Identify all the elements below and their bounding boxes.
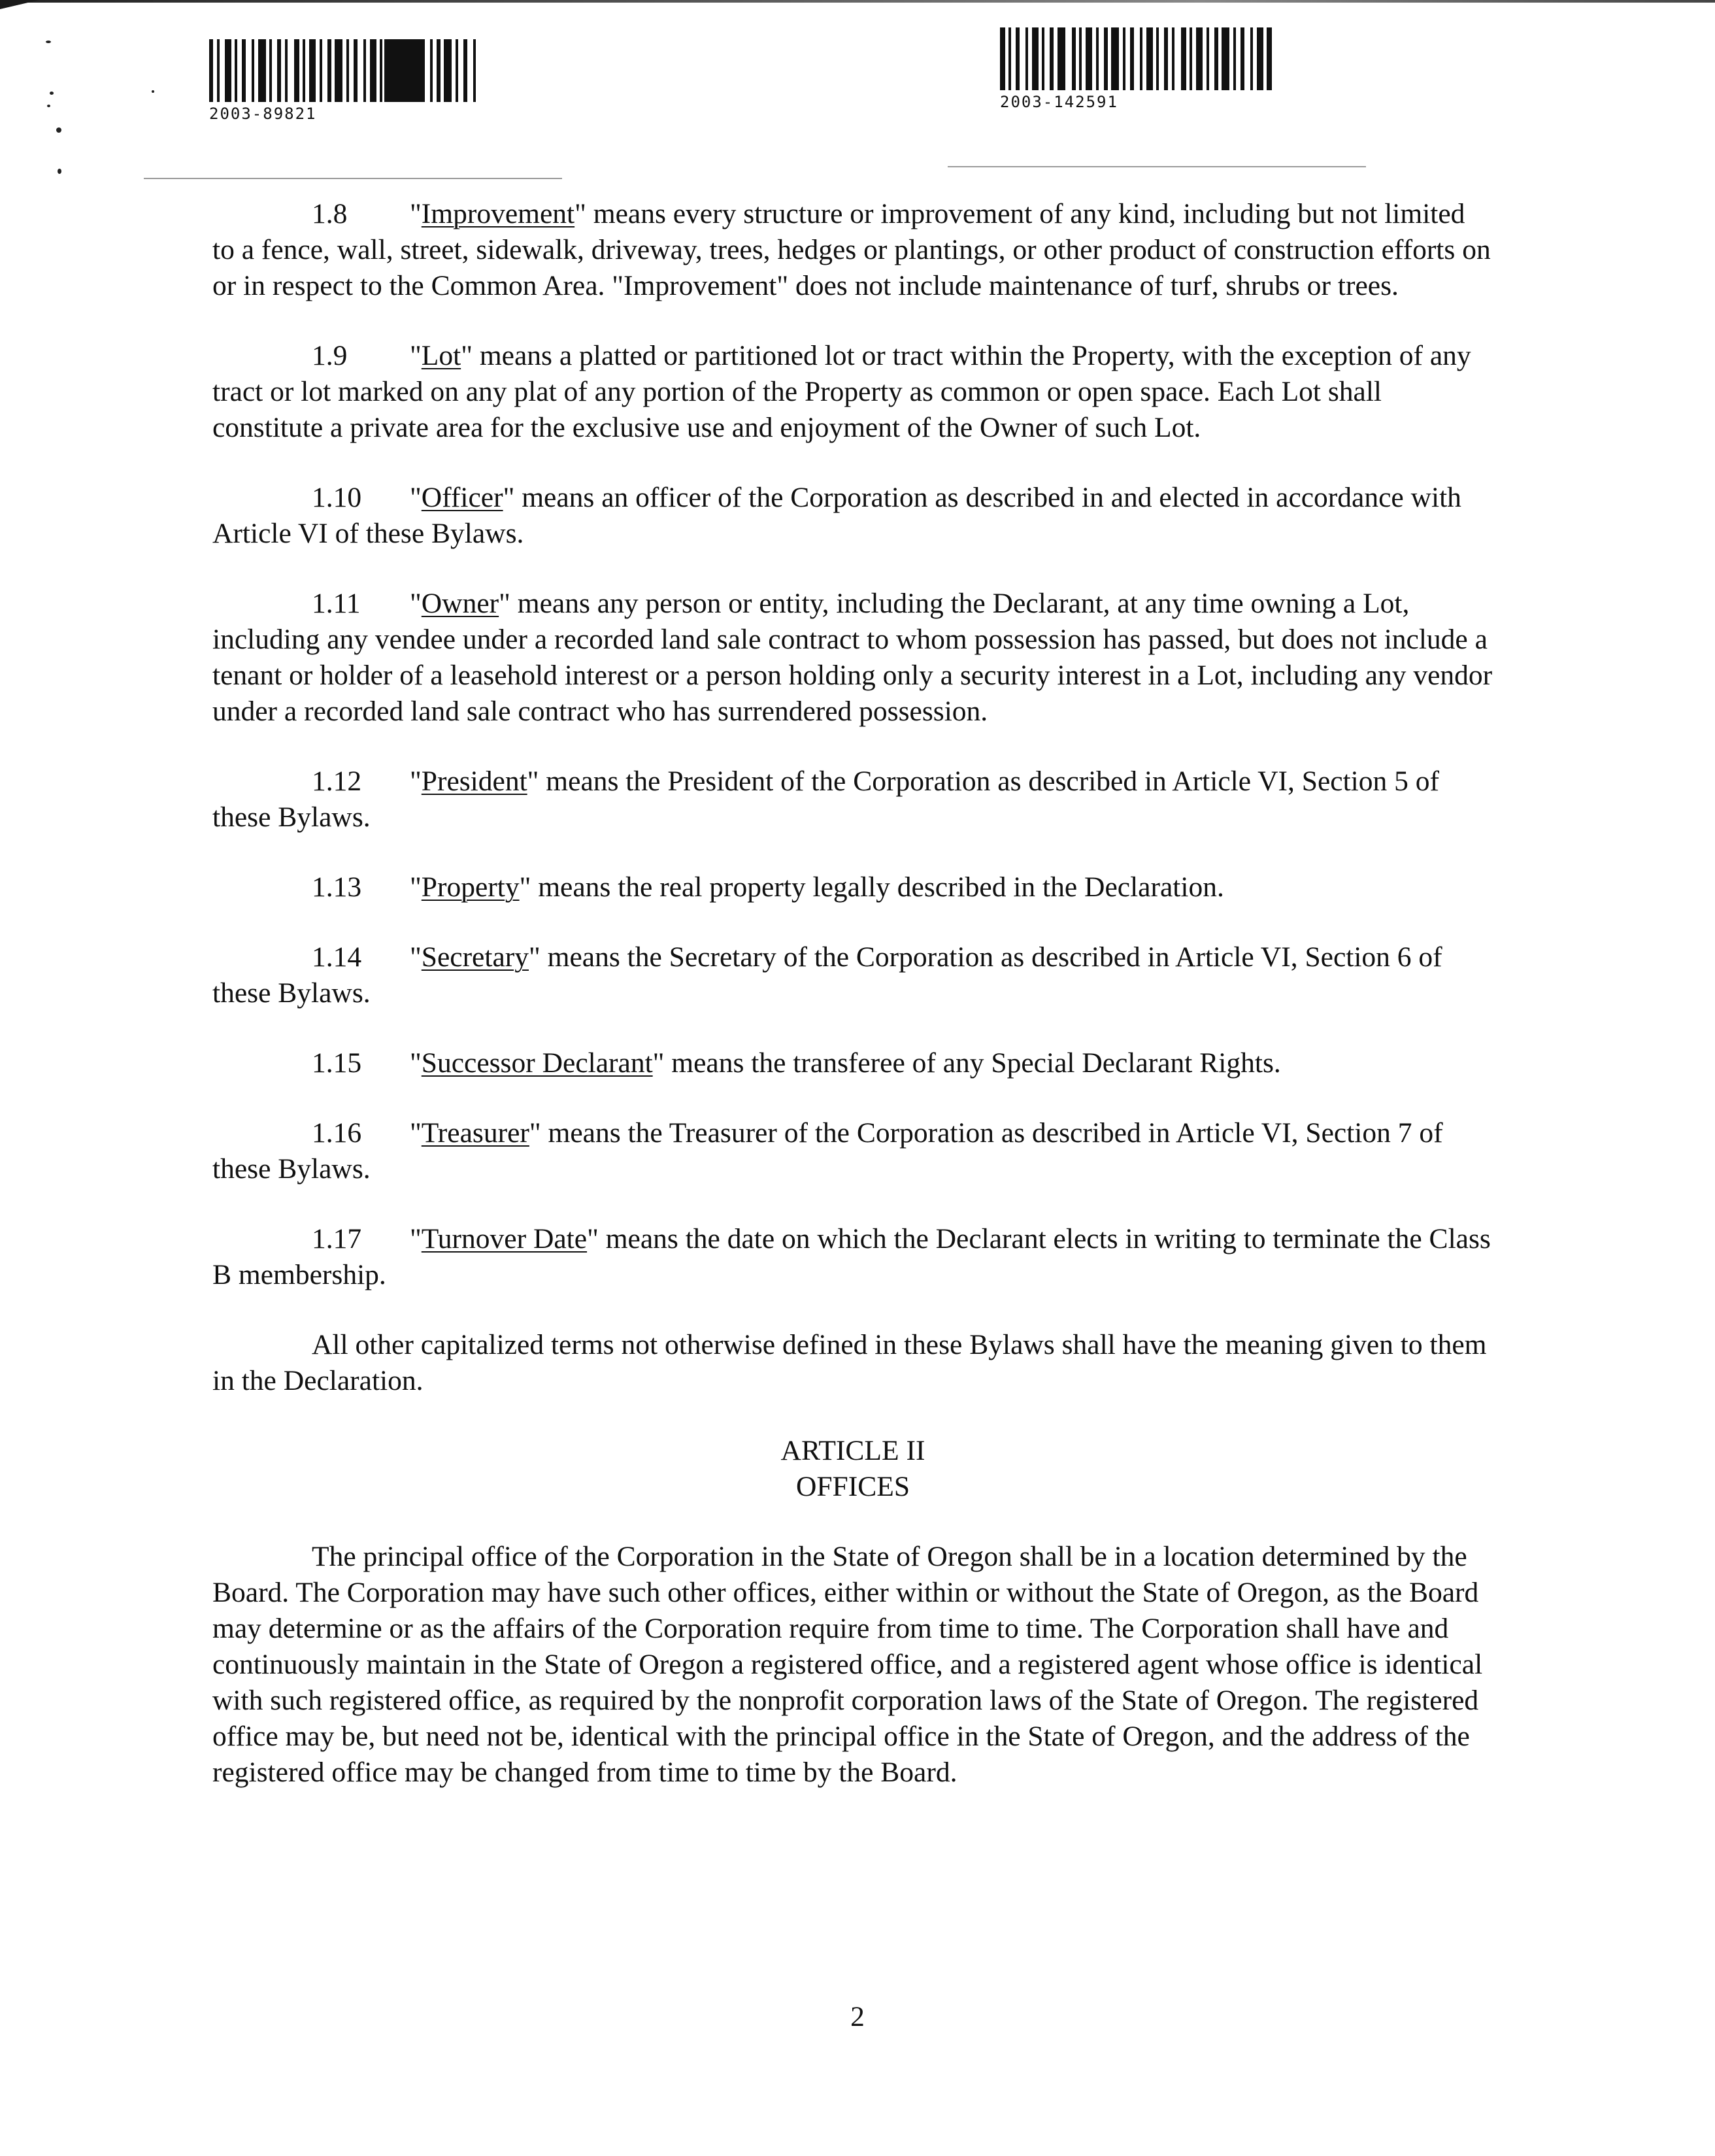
- definition-paragraph: [212, 939, 1493, 1011]
- definition-open-quote: ": [410, 1117, 422, 1149]
- scan-speck: [46, 41, 51, 43]
- scan-artifact-top-edge: [0, 0, 1715, 3]
- page-number: 2: [850, 2001, 865, 2032]
- definition-open-quote: ": [410, 1047, 422, 1079]
- definition-number: 1.15: [312, 1047, 362, 1079]
- barcode-right-underline: [948, 166, 1366, 167]
- barcode-right-number: 2003-142591: [1000, 93, 1118, 111]
- definition-open-quote: ": [410, 941, 422, 973]
- definition-term: Successor Declarant: [421, 1047, 653, 1079]
- article-heading: [212, 1433, 1493, 1505]
- article-title: OFFICES: [795, 1471, 910, 1502]
- definition-text: " means the Secretary of the Corporation as described in Article VI, Section 6 of these Bylaws.: [212, 941, 1442, 1009]
- definition-term: Property: [421, 871, 520, 903]
- definition-text: " means any person or entity, including the Declarant, at any time owning a Lot, including any vendee under a recorded land sale contract to whom possession has passed, but does not include a tenant or holder of a leasehold interest or a person holding only a security interest in a Lot, including any vendor under a recorded land sale contract who has surrendered possession.: [212, 588, 1493, 727]
- definition-open-quote: ": [410, 340, 422, 371]
- definition-number: 1.10: [312, 482, 362, 513]
- definitions-list: [212, 196, 1493, 1293]
- definition-paragraph: [212, 480, 1493, 552]
- definition-term: Secretary: [421, 941, 529, 973]
- closing-paragraph: All other capitalized terms not otherwise defined in these Bylaws shall have the meaning given to them in the Declaration.: [212, 1329, 1487, 1396]
- definition-number: 1.17: [312, 1223, 362, 1255]
- definition-open-quote: ": [410, 1223, 422, 1255]
- definition-text: " means the real property legally described in the Declaration.: [519, 871, 1224, 903]
- scan-speck: [47, 105, 50, 107]
- definition-paragraph: [212, 196, 1493, 304]
- article-body: The principal office of the Corporation in the State of Oregon shall be in a location determined by the Board. The Corporation may have such other offices, either within or without the State of Oregon, as the Board may determine or as the affairs of the Corporation require from time to time. The Corporation shall have and continuously maintain in the State of Oregon a registered office, and a registered agent whose office is identical with such registered office, as required by the nonprofit corporation laws of the State of Oregon. The registered office may be, but need not be, identical with the principal office in the State of Oregon, and the address of the registered office may be changed from time to time by the Board.: [212, 1541, 1483, 1788]
- definition-text: " means an officer of the Corporation as described in and elected in accordance with Article VI of these Bylaws.: [212, 482, 1461, 549]
- definition-text: " means the President of the Corporation as described in Article VI, Section 5 of these Bylaws.: [212, 766, 1440, 833]
- definition-paragraph: [212, 869, 1493, 905]
- scan-speck: [50, 92, 54, 95]
- definition-number: 1.14: [312, 941, 362, 973]
- barcode-left-number: 2003-89821: [209, 105, 317, 123]
- definition-number: 1.11: [312, 588, 361, 619]
- definition-term: Improvement: [421, 198, 575, 229]
- barcode-left-underline: [144, 178, 562, 179]
- definition-term: Owner: [421, 588, 499, 619]
- definition-number: 1.13: [312, 871, 362, 903]
- definition-open-quote: ": [410, 766, 422, 797]
- definition-text: " means a platted or partitioned lot or tract within the Property, with the exception of any tract or lot marked on any plat of any portion of the Property as common or open space. Each Lot shall constitute a private area for the exclusive use and enjoyment of the Owner of such Lot.: [212, 340, 1471, 443]
- definition-term: President: [421, 766, 527, 797]
- barcode-right-bars: [1000, 27, 1297, 90]
- definition-term: Lot: [421, 340, 461, 371]
- definition-number: 1.16: [312, 1117, 362, 1149]
- scan-speck: [56, 127, 61, 133]
- definition-paragraph: [212, 338, 1493, 446]
- definition-open-quote: ": [410, 482, 422, 513]
- scan-artifact-corner: [0, 0, 39, 9]
- definition-number: 1.9: [312, 340, 348, 371]
- definition-text: " means the transferee of any Special Declarant Rights.: [652, 1047, 1281, 1079]
- definition-paragraph: [212, 1045, 1493, 1081]
- definition-open-quote: ": [410, 871, 422, 903]
- definition-paragraph: [212, 586, 1493, 730]
- definition-paragraph: [212, 1115, 1493, 1187]
- definition-paragraph: [212, 764, 1493, 835]
- article-number: ARTICLE II: [780, 1435, 925, 1466]
- definition-open-quote: ": [410, 198, 422, 229]
- definition-term: Treasurer: [421, 1117, 529, 1149]
- barcode-left-bars: [209, 39, 510, 102]
- scan-speck: [58, 169, 61, 174]
- definition-open-quote: ": [410, 588, 422, 619]
- definition-term: Officer: [421, 482, 503, 513]
- definition-term: Turnover Date: [421, 1223, 588, 1255]
- barcode-left: [209, 39, 510, 123]
- definition-text: " means the date on which the Declarant elects in writing to terminate the Class B membership.: [212, 1223, 1491, 1290]
- definition-number: 1.8: [312, 198, 348, 229]
- definition-text: " means the Treasurer of the Corporation as described in Article VI, Section 7 of these Bylaws.: [212, 1117, 1443, 1185]
- scan-speck: [152, 90, 154, 93]
- definition-paragraph: [212, 1221, 1493, 1293]
- definition-number: 1.12: [312, 766, 362, 797]
- document-body: [212, 196, 1493, 1825]
- definition-text: " means every structure or improvement of any kind, including but not limited to a fence, wall, street, sidewalk, driveway, trees, hedges or plantings, or other product of construction efforts on or in respect to the Common Area. "Improvement" does not include maintenance of turf, shrubs or trees.: [212, 198, 1491, 301]
- barcode-right: [1000, 27, 1297, 111]
